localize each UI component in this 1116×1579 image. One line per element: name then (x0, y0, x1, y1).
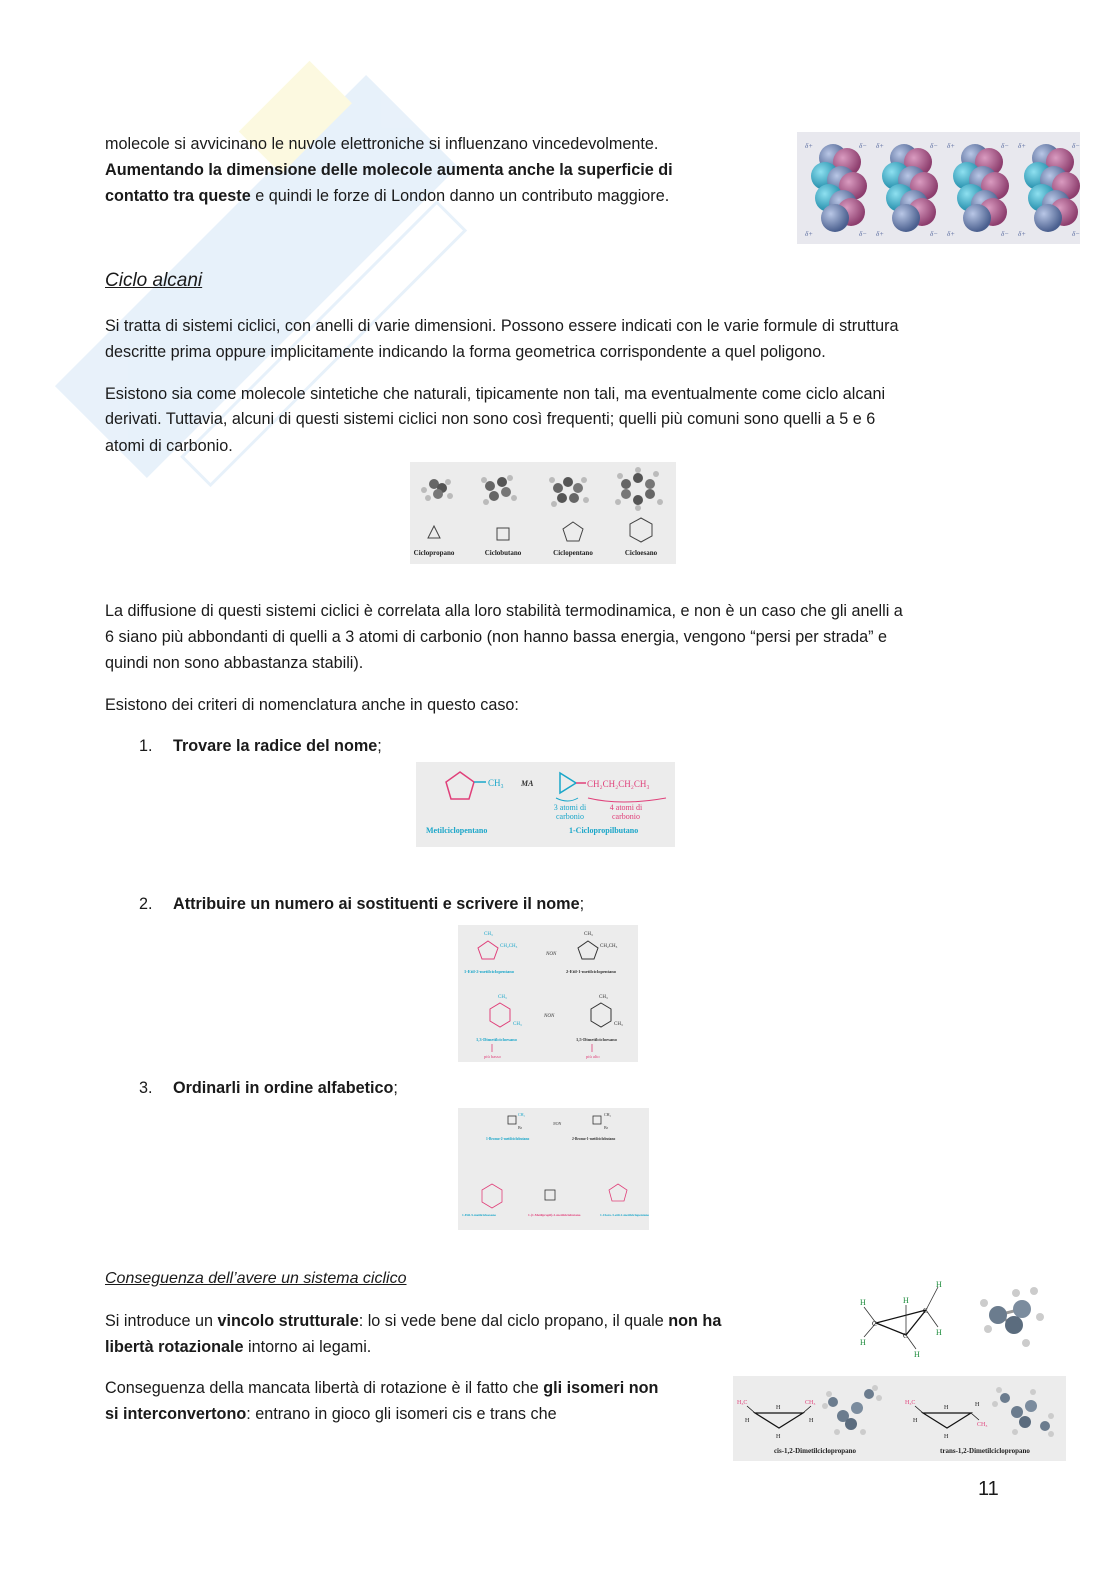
h-label-5: H (903, 1296, 909, 1305)
paragraph-3-line-1: La diffusione di questi sistemi ciclici è correlata alla loro stabilità termodinamica, e non è un caso che gli anelli a (105, 602, 903, 620)
p5-text-2: : lo si vede bene dal ciclo propano, il quale (358, 1312, 669, 1330)
cis-h3c: H₃C (737, 1400, 748, 1406)
list-item-3-rest: ; (393, 1079, 398, 1097)
label-cicloesano: Cicloesano (624, 549, 658, 557)
partial-charge-label: δ− (1001, 142, 1009, 150)
cyclopentane-ring (446, 772, 474, 799)
name-metilciclopentano: Metilciclopentano (426, 826, 488, 835)
molecule-cluster (805, 142, 867, 238)
partial-charge-label: δ− (930, 142, 938, 150)
non-alpha: NON (553, 1121, 562, 1126)
paragraph-2-line-3: atomi di carbonio. (105, 437, 233, 455)
electron-cloud-sphere (821, 204, 849, 232)
list-item-1-rest: ; (377, 737, 382, 755)
p5-bold-non-ha: non ha (668, 1312, 722, 1330)
triangle-shape (428, 526, 440, 538)
partial-charge-label: δ− (1072, 142, 1080, 150)
partial-charge-label: δ+ (1018, 230, 1026, 238)
ch3-label-3: CH₃ (498, 995, 507, 1000)
ch3-alpha-2: CH₃ (604, 1112, 611, 1117)
list-item-2-bold: Attribuire un numero ai sostituenti e scrivere il nome (173, 895, 580, 913)
molecule-cluster (947, 142, 1009, 238)
trans-h-2: H (975, 1402, 980, 1408)
partial-charge-label: δ− (1001, 230, 1009, 238)
pentagon-shape (563, 522, 583, 541)
numbering-illustration (458, 925, 638, 1062)
partial-charge-label: δ+ (805, 142, 813, 150)
paragraph-4: Esistono dei criteri di nomenclatura anche in questo caso: (105, 696, 519, 714)
numbering-figure (458, 925, 638, 1062)
trans-ch3: CH₃ (977, 1422, 988, 1428)
cyclohexane-model (615, 467, 663, 511)
cyclopropane-3d-model (980, 1287, 1044, 1347)
name-ciclopropilbutano: 1-Ciclopropilbutano (569, 826, 639, 835)
h-label-4: H (936, 1328, 942, 1337)
note-4-carbon-line-2: carbonio (612, 812, 640, 821)
cyclopentane-model (549, 477, 589, 507)
label-ciclobutano: Ciclobutano (484, 549, 522, 557)
partial-charge-label: δ− (859, 142, 867, 150)
cis-trans-illustration (733, 1376, 1066, 1461)
top-paragraph-line-3 (105, 183, 669, 209)
ch3-label-4: CH₃ (513, 1022, 522, 1027)
paragraph-3-line-3: quindi non sono abbastanza stabili). (105, 654, 364, 672)
partial-charge-label: δ+ (947, 142, 955, 150)
cis-structure (737, 1385, 882, 1455)
trans-h-4: H (944, 1434, 949, 1440)
ch3-alpha-1: CH₃ (518, 1112, 525, 1117)
cyclobutane-model (481, 475, 517, 505)
cis-h-3: H (776, 1405, 781, 1411)
name-cis: cis-1,2-Dimetilciclopropano (773, 1447, 857, 1455)
ch3-label-5: CH₃ (599, 995, 608, 1000)
paragraph-6-line-1 (105, 1375, 658, 1401)
top-paragraph-line-1: molecole si avvicinano le nuvole elettroniche si influenzano vincedevolmente. (105, 135, 659, 153)
alphabetical-figure (458, 1108, 649, 1230)
c-label-2: C (923, 1307, 928, 1315)
trans-h3c: H₃C (905, 1400, 916, 1406)
paragraph-1-line-1: Si tratta di sistemi ciclici, con anelli di varie dimensioni. Possono essere indicati con le varie formule di struttura (105, 317, 899, 335)
p6-bold-isomeri: gli isomeri non (543, 1379, 659, 1397)
note-4-carbon-line-1: 4 atomi di (609, 803, 643, 812)
paragraph-5-line-2 (105, 1334, 371, 1360)
molecule-cluster (1018, 142, 1080, 238)
paragraph-5-line-1 (105, 1308, 721, 1334)
note-3-carbon-line-1: 3 atomi di (553, 803, 587, 812)
paragraph-2-line-2: derivati. Tuttavia, alcuni di questi sistemi ciclici non sono così frequenti; quelli più comuni sono quelli a 5 e 6 (105, 410, 876, 428)
cyclopropane-ring (560, 773, 576, 793)
electron-cloud-sphere (1034, 204, 1062, 232)
partial-charge-label: δ+ (1018, 142, 1026, 150)
label-ciclopropano: Ciclopropano (413, 549, 455, 557)
h-label-6: H (914, 1350, 920, 1359)
p5-text-1: Si introduce un (105, 1312, 218, 1330)
list-item-3-text (173, 1075, 398, 1101)
subheading-conseguenza: Conseguenza dell’avere un sistema ciclico (105, 1270, 407, 1287)
name-2-bromo-1-metil: 2-Bromo-1-metilciclobutano (572, 1137, 616, 1141)
trans-h-3: H (944, 1405, 949, 1411)
name-trans: trans-1,2-Dimetilciclopropano (940, 1447, 1030, 1455)
root-name-illustration (416, 762, 675, 847)
name-1-3-dimetil: 1,3-Dimetilcicloesano (476, 1037, 517, 1042)
bold-statement-end: contatto tra queste (105, 187, 251, 205)
partial-charge-label: δ+ (805, 230, 813, 238)
note-3-carbon-line-2: carbonio (556, 812, 584, 821)
top-paragraph-line-2 (105, 157, 673, 183)
h-label-2: H (860, 1338, 866, 1347)
partial-charge-label: δ+ (947, 230, 955, 238)
p6-text-2: : entrano in gioco gli isomeri cis e trans che (246, 1405, 557, 1423)
non-label-2: NON (544, 1014, 555, 1019)
cycloalkanes-illustration (410, 462, 676, 564)
london-forces-figure (797, 132, 1080, 244)
non-label-1: NON (546, 952, 557, 957)
alphabetical-illustration (458, 1108, 649, 1230)
c-label-3: C (903, 1332, 908, 1340)
p6-bold-interconvertono: si interconvertono (105, 1405, 247, 1423)
p5-text-3: intorno ai legami. (243, 1338, 372, 1356)
ethyl-label-2: CH₂CH₃ (600, 944, 618, 949)
p5-bold-vincolo: vincolo strutturale (217, 1312, 359, 1330)
partial-charge-label: δ+ (876, 142, 884, 150)
ch3-label-2: CH₃ (584, 932, 593, 937)
partial-charge-label: δ+ (876, 230, 884, 238)
list-item-2-text (173, 891, 584, 917)
square-shape (497, 528, 509, 540)
trans-structure (905, 1387, 1054, 1455)
name-1-bromo-2-metil: 1-Bromo-2-metilciclobutano (486, 1137, 530, 1141)
list-item-3-number: 3. (139, 1079, 153, 1097)
name-cloro-etil-metil: 1-Cloro-3-etil-2-metilciclopentano (600, 1213, 649, 1217)
cycloalkanes-figure (410, 462, 676, 564)
hexagon-shape (630, 518, 652, 542)
cyclopropane-figure (850, 1275, 1070, 1365)
name-metilpropil: 1-(1-Metilpropil)-2-metilciclobutano (528, 1213, 581, 1217)
c-label-1: C (872, 1320, 877, 1328)
paragraph-6-line-2 (105, 1401, 557, 1427)
paragraph-3-line-2: 6 siano più abbondanti di quelli a 3 atomi di carbonio (non hanno bassa energia, vengono “persi per strada” e (105, 628, 888, 646)
molecule-cluster (876, 142, 938, 238)
butyl-chain-label: CH₂CH₂CH₂CH₃ (587, 779, 650, 789)
cis-trans-figure (733, 1376, 1066, 1461)
section-heading-ciclo-alcani: Ciclo alcani (105, 270, 203, 291)
paragraph-1-line-2: descritte prima oppure implicitamente indicando la forma geometrica corrispondente a quel poligono. (105, 343, 826, 361)
note-piu-alto: più alto (586, 1054, 600, 1059)
partial-charge-label: δ− (930, 230, 938, 238)
london-forces-illustration (797, 132, 1080, 244)
electron-cloud-sphere (963, 204, 991, 232)
list-item-2-rest: ; (579, 895, 585, 913)
h-label-3: H (936, 1280, 942, 1289)
br-alpha-2: Br (604, 1125, 608, 1130)
cis-ch3: CH₃ (805, 1400, 816, 1406)
ethyl-label-1: CH₂CH₃ (500, 944, 518, 949)
list-item-3-bold: Ordinarli in ordine alfabetico (173, 1079, 394, 1097)
h-label-1: H (860, 1298, 866, 1307)
electron-cloud-sphere (892, 204, 920, 232)
list-item-1-bold: Trovare la radice del nome (173, 737, 378, 755)
methyl-label: CH₃ (488, 778, 504, 788)
list-item-1-number: 1. (139, 737, 153, 755)
cis-h-2: H (809, 1418, 814, 1424)
label-ciclopentano: Ciclopentano (553, 549, 593, 557)
note-piu-basso: più basso (484, 1054, 501, 1059)
trans-h-1: H (913, 1418, 918, 1424)
paragraph-2-line-1: Esistono sia come molecole sintetiche che naturali, tipicamente non tali, ma eventualmente come ciclo alcani (105, 385, 886, 403)
top-paragraph-rest: e quindi le forze di London danno un contributo maggiore. (250, 187, 670, 205)
bold-statement: Aumentando la dimensione delle molecole aumenta anche la superficie di (105, 161, 673, 179)
watermark-logo (20, 40, 500, 520)
cis-h-1: H (745, 1418, 750, 1424)
ma-label: MA (521, 779, 534, 788)
cyclopropane-illustration (850, 1275, 1070, 1365)
br-alpha-1: Br (518, 1125, 522, 1130)
p5-bold-liberta: libertà rotazionale (105, 1338, 244, 1356)
ch3-label-6: CH₃ (614, 1022, 623, 1027)
name-2-etil-1-metil: 2-Etil-1-metilciclopentano (566, 969, 616, 974)
list-item-2-number: 2. (139, 895, 153, 913)
list-item-1-text (173, 733, 382, 759)
ch3-label-1: CH₃ (484, 932, 493, 937)
p6-text-1: Conseguenza della mancata libertà di rotazione è il fatto che (105, 1379, 544, 1397)
name-1-etil-5-metil: 1-Etil-5-metilcicloesano (462, 1213, 497, 1217)
cis-h-4: H (776, 1434, 781, 1440)
name-1-etil-2-metil: 1-Etil-2-metilciclopentano (464, 969, 514, 974)
cyclopropane-model (421, 479, 453, 501)
name-1-5-dimetil: 1,5-Dimetilcicloesano (576, 1037, 617, 1042)
partial-charge-label: δ− (1072, 230, 1080, 238)
partial-charge-label: δ− (859, 230, 867, 238)
page-number: 11 (978, 1478, 999, 1500)
root-name-figure (416, 762, 675, 847)
